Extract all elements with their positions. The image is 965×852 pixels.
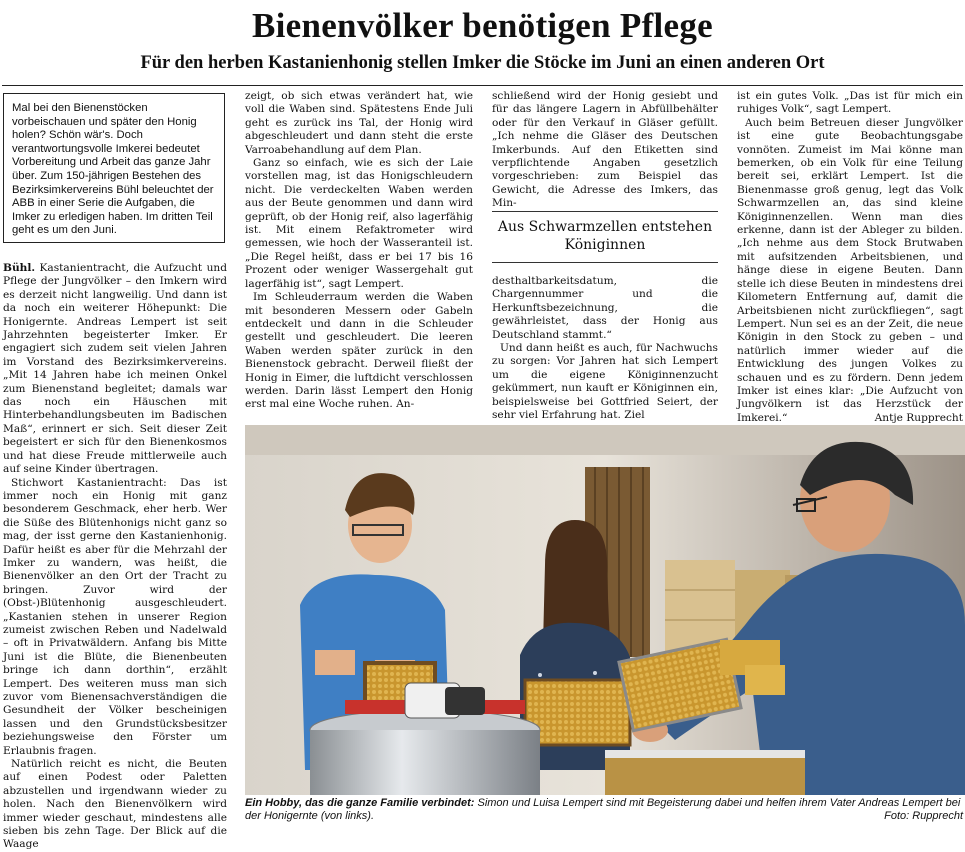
caption-text: Simon und Luisa Lempert sind mit Begeisterung dabei und helfen ihrem Vater Andreas Lempert bei der Honigernte (von links).	[245, 797, 961, 822]
article-column-2	[245, 90, 473, 410]
col2-paragraph-3: Im Schleuderraum werden die Waben mit besonderen Messern oder Gabeln entdeckelt und dann in die Schleuder gestellt und geschleudert. Die leeren Waben werden später zurück in den Bienenstock gebracht. Derweil fließt der Honig in Eimer, die luftdicht verschlossen werden. Darin lässt Lempert den Honig erst mal eine Woche ruhen. An-	[245, 291, 473, 411]
photo-credit: Foto: Rupprecht	[884, 809, 963, 822]
col3-paragraph-1: schließend wird der Honig gesiebt und für das längere Lagern in Abfüllbehälter oder für den Verkauf in Gläser gefüllt. „Ich nehme die Gläser des Deutschen Imkerbunds. Auf den Etiketten sind verpflichtende Angaben gesetzlich vorgeschrieben: zum Beispiel das Gewicht, die Adresse des Imkers, das Min-	[492, 90, 718, 210]
col4-paragraph-2: Auch beim Betreuen dieser Jungvölker ist eine gute Beobachtungsgabe vonnöten. Zumeist im Mai könne man bemerken, ob ein Volk für eine Teilung bereit sei, erklärt Lempert. Ist die Bienenmasse groß genug, legt das Volk Schwarmzellen an, das sind kleine Königinnenzellen. Wenn man dies erkenne, dann ist der Ableger zu bilden. „Ich nehme aus dem Stock Brutwaben mit aufsitzenden Arbeitsbienen, und hänge diese in eigene Beuten. Dann stelle ich diese Beuten in mindestens drei Kilometern Entfernung auf, damit die Arbeitsbienen nicht zurückfliegen“, sagt Lempert. Nun sei es an der Zeit, die neue Königin in den Stock zu geben – und natürlich immer wieder auf die Entwicklung des jungen Volkes zu schauen und es zu fördern. Denn jedem Imker ist eines klar: „Die Aufzucht von Jungvölkern ist das Herzstück der Imkerei.“ Antje Rupprecht	[737, 116, 963, 424]
photo-caption	[245, 797, 963, 822]
col4-paragraph-1: ist ein gutes Volk. „Das ist für mich ein ruhiges Volk“, sagt Lempert.	[737, 90, 963, 116]
col1-paragraph-2: Stichwort Kastanientracht: Das ist immer noch ein Honig mit ganz besonderem Geschmack, eher herb. Wer die Süße des Blütenhonigs nicht ganz so mag, der isst gerne den Kastanienhonig. Dafür heißt es aber für die Mehrzahl der Imker zu wandern, was heißt, die Bienenvölker an den Ort der Tracht zu bringen. Zuvor wird der (Obst-)Blütenhonig ausgeschleudert. „Kastanien stehen in unserer Region zumeist zwischen Reben und Nadelwald – oft in Privatwäldern. Anfang bis Mitte Juni ist die Blüte, die Bienenbeuten bringe ich dann dorthin“, erzählt Lempert. Des weiteren muss man sich zuvor vom Bienensachverständigen die Gesundheit der Völker bescheinigen lassen und den Grundstücksbesitzer beziehungsweise den Förster um Erlaubnis fragen.	[3, 476, 227, 757]
dateline: Bühl.	[3, 262, 36, 274]
subheadline: Für den herben Kastanienhonig stellen Imker die Stöcke im Juni an einen anderen Ort	[140, 53, 825, 73]
honey-harvest-photo	[245, 425, 965, 795]
intro-box: Mal bei den Bienenstöcken vorbeischauen und später den Honig holen? Schön wär's. Doch verantwortungsvolle Imkerei bedeutet Vorbereitung und Arbeit das ganze Jahr über. Zum 150-jährigen Bestehen des Bezirksimkervereins Bühl beleuchtet der ABB in einer Serie die Aufgaben, die Imker zu erledigen haben. Im dritten Teil geht es um den Juni.	[3, 93, 225, 243]
caption-lead: Ein Hobby, das die ganze Familie verbindet:	[245, 797, 475, 809]
col2-paragraph-1: zeigt, ob sich etwas verändert hat, wie voll die Waben sind. Spätestens Ende Juli geht es zurück ins Tal, der Honig wird abgeschleudert und dann steht die erste Varroabehandlung auf dem Plan.	[245, 90, 473, 156]
col3-paragraph-3: Und dann heißt es auch, für Nachwuchs zu sorgen: Vor Jahren hat sich Lempert um die eigene Königinnenzucht gekümmert, nun kauft er Königinnen ein, beispielsweise bei Gottfried Seiert, der sehr viel Erfahrung hat. Ziel	[492, 342, 718, 422]
article-column-1	[3, 262, 227, 851]
article-column-4	[737, 90, 963, 424]
author-signature: Antje Rupprecht	[874, 411, 963, 424]
col1-paragraph-1: Kastanientracht, die Aufzucht und Pflege der Jungvölker – den Imkern wird es derzeit nicht langweilig. Und dann ist da noch ein weiterer Höhepunkt: Die Honigernte. Andreas Lempert ist seit Jahrzehnten begeisterter Imker. Er engagiert sich zudem seit vielen Jahren im Vorstand des Bezirksimkervereins. „Mit 14 Jahren habe ich meinen Onkel zum Bienenstand begleitet; damals war das noch ein Häuschen mit Hinterbehandlungsbeuten im Badischen Maß“, erinnert er sich. Seit dieser Zeit begeistert er sich für den Bienenkosmos und hat diese Freude mittlerweile auch auf seine Kinder übertragen.	[3, 262, 227, 476]
article-column-3-bottom	[492, 275, 718, 422]
top-rule	[2, 85, 963, 86]
subhead-rule-top	[492, 211, 718, 212]
section-subhead: Aus Schwarmzellen entstehen Königinnen	[497, 219, 713, 253]
subhead-rule-bottom	[492, 262, 718, 263]
col2-paragraph-2: Ganz so einfach, wie es sich der Laie vorstellen mag, ist das Honigschleudern nicht. Die verdeckelten Waben werden aus der Beute genommen und dann wird geprüft, ob der Honig reif, also lagerfähig ist. Mit einem Refaktrometer wird gemessen, wie hoch der Wasseranteil ist. „Die Regel heißt, dass er bei 17 bis 16 Prozent oder weniger Wassergehalt gut lagerfähig ist“, sagt Lempert.	[245, 157, 473, 290]
headline: Bienenvölker benötigen Pflege	[251, 6, 714, 45]
col3-paragraph-2: desthaltbarkeitsdatum, die Chargennummer und die Herkunftsbezeichnung, die gewährleistet, dass der Honig aus Deutschland stammt.“	[492, 275, 718, 341]
article-column-3-top	[492, 90, 718, 210]
col1-paragraph-3: Natürlich reicht es nicht, die Beuten auf einen Podest oder Paletten abzustellen und irgendwann wieder zu holen. Nach den Bienenvölkern wird immer wieder geschaut, mindestens alle sieben bis zehn Tage. Der Blick auf die Waage	[3, 758, 227, 851]
